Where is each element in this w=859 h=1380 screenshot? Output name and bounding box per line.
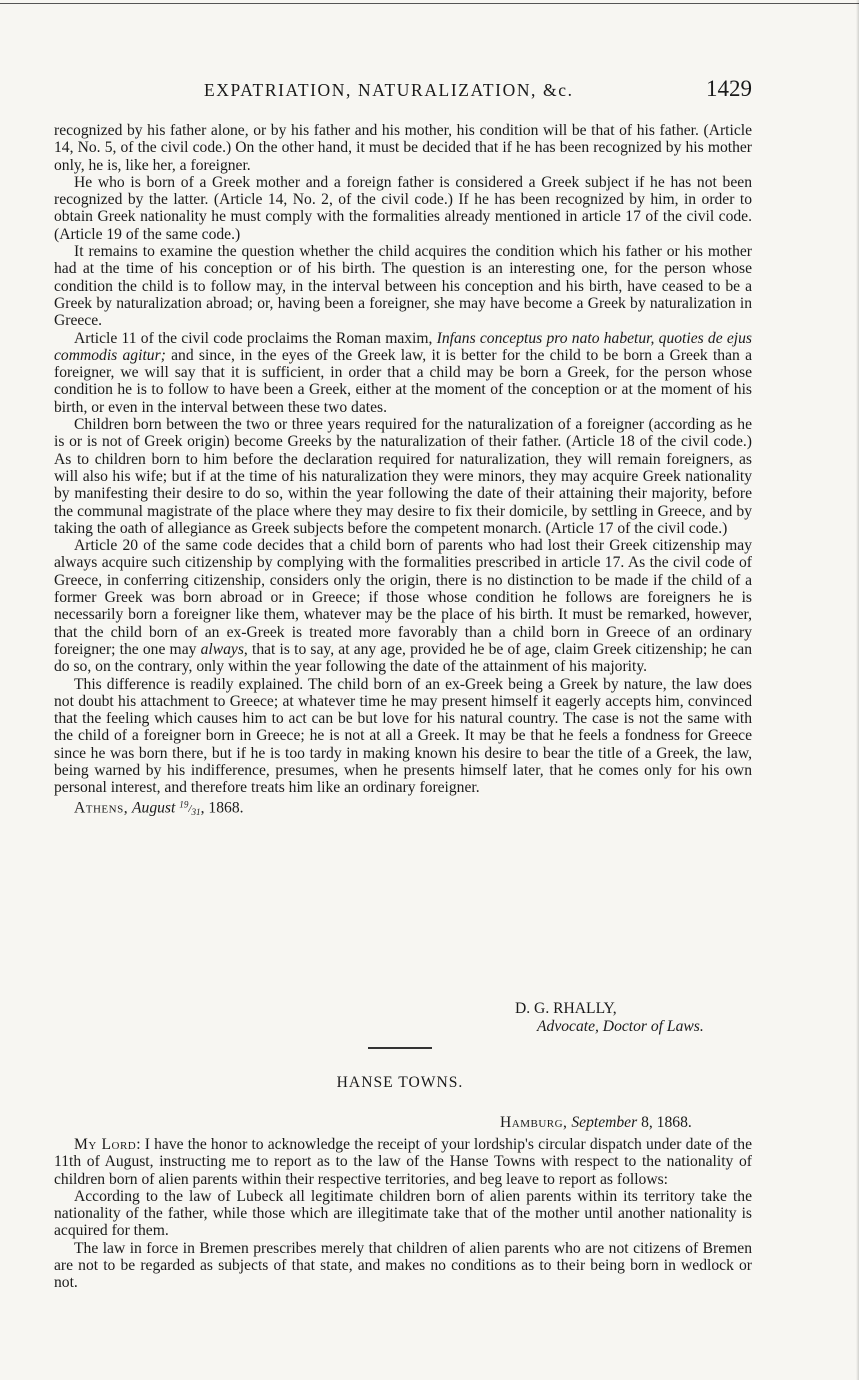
dateline-place: Athens, [74,799,129,817]
paragraph: The law in force in Bremen prescribes merely that children of alien parents who are not citizens of Bremen are not to be regarded as subjects of that state, and makes no conditions as to their being born in wedlock or not. [54,1239,752,1292]
signer-title: Advocate, Doctor of Laws. [537,1018,704,1035]
paragraph: Children born between the two or three years required for the naturalization of a foreigner (according as he is or is not of Greek origin) become Greeks by the naturalization of their father. (Article 18 of the civil code.) As to children born to him before the declaration required for naturalization, they will remain foreigners, as will also his wife; but if at the time of his naturalization they were minors, they may acquire Greek nationality by manifesting their desire to do so, within the year following the date of their attaining their majority, before the communal magistrate of the place where they may desire to fix their domicile, by settling in Greece, and by taking the oath of allegiance as Greek subjects before the competent monarch. (Article 17 of the civil code.) [54,416,752,537]
running-title: EXPATRIATION, NATURALIZATION, &c. [204,80,574,100]
main-text [54,122,752,822]
letter-opening [54,1136,752,1188]
text-run: Article 11 of the civil code proclaims the Roman maxim, [74,329,437,347]
fraction-denominator: 31 [191,807,201,818]
dateline-rest: 8, 1868. [637,1114,692,1131]
paragraph: recognized by his father alone, or by his father and his mother, his condition will be that of his father. (Article 14, No. 5, of the civil code.) On the other hand, it must be decided that if he has been recognized by his mother only, he is, like her, a foreigner. [54,122,752,174]
letter-text [54,1136,752,1292]
top-rule [0,3,859,4]
paragraph: He who is born of a Greek mother and a foreign father is considered a Greek subject if he has not been recognized by the latter. (Article 14, No. 2, of the civil code.) If he has been recognized by him, in order to obtain Greek nationality he must comply with the formalities already mentioned in article 17 of the civil code. (Article 19 of the same code.) [54,173,752,243]
dateline-month: August [132,799,176,817]
paragraph: This difference is readily explained. The child born of an ex-Greek being a Greek by nature, the law does not doubt his attachment to Greece; at whatever time he may present himself it eagerly accepts him, convinced that the feeling which causes him to act can be but love for his natural country. The case is not the same with the child of a foreigner born in Greece; he is not at all a Greek. It may be that he feels a fondness for Greece since he was born there, but if he is too tardy in making known his desire to bear the title of a Greek, the law, being warned by his indifference, presumes, when he presents himself later, that he comes only for his own personal interest, and therefore treats him like an ordinary foreigner. [54,675,752,797]
latin-maxim: Infans conceptus pro nato habetur, quoties de ejus commodis agitur; [54,329,753,364]
dateline-year: , 1868. [200,799,244,817]
text-run: , that is to say, at any age, provided he be of age, claim Greek citizenship; he can do so, on the contrary, only within the year following the date of the attainment of his majority. [54,640,753,676]
dateline-month: September [571,1114,638,1131]
dateline-fraction: $^{19}/_{31}$ [179,799,201,818]
section-divider [368,1047,432,1049]
text-run: : I have the honor to acknowledge the receipt of your lordship's circular dispatch under date of the 11th of August, instructing me to report as to the law of the Hanse Towns with respect to the nationality of children born of alien parents within their respective territories, and beg leave to report as follows: [54,1136,752,1188]
paragraph: It remains to examine the question whether the child acquires the condition which his father or his mother had at the time of his conception or of his birth. The question is an interesting one, for the person whose condition the child is to follow may, in the interval between his conception and his birth, have ceased to be a Greek by naturalization abroad; or, having been a foreigner, she may have become a Greek by naturalization in Greece. [54,243,752,330]
page-number: 1429 [706,76,752,101]
emphasis: always [200,640,244,658]
fraction-numerator: 19 [179,799,189,810]
dateline-place: Hamburg, [500,1114,568,1131]
paragraph-article-11 [54,330,752,416]
paragraph: According to the law of Lubeck all legitimate children born of alien parents within its territory take the nationality of the father, while those which are illegitimate take that of the mother until another nationality is acquired for them. [54,1187,752,1240]
signer-name: D. G. RHALLY, [515,1000,617,1017]
salutation: My Lord [74,1136,137,1153]
text-run: and since, in the eyes of the Greek law, it is better for the child to be born a Greek than a foreigner, we will say that it is sufficient, in order that a child may be born a Greek, for the person whose condition he is to follow to have been a Greek, either at the moment of the conception or at the moment of his birth, or even in the interval between these two dates. [54,346,752,416]
section-title: HANSE TOWNS. [336,1074,464,1091]
page-header [54,76,752,106]
paragraph-article-20 [54,537,752,675]
text-run: Article 20 of the same code decides that a child born of parents who had lost their Greek citizenship may always acquire such citizenship by complying with the formalities prescribed in article 17. As the civil code of Greece, in conferring citizenship, considers only the origin, there is no distinction to be made if the child of a former Greek was born abroad or in Greece; if those whose condition he follows are foreigners he is necessarily born a foreigner like them, whatever may be the place of his birth. It must be remarked, however, that the child born of an ex-Greek is treated more favorably than a child born in Greece of an ordinary foreigner; the one may [54,537,752,658]
dateline-athens [54,797,752,822]
dateline-hamburg [500,1114,692,1132]
signature-block [515,1000,765,1036]
